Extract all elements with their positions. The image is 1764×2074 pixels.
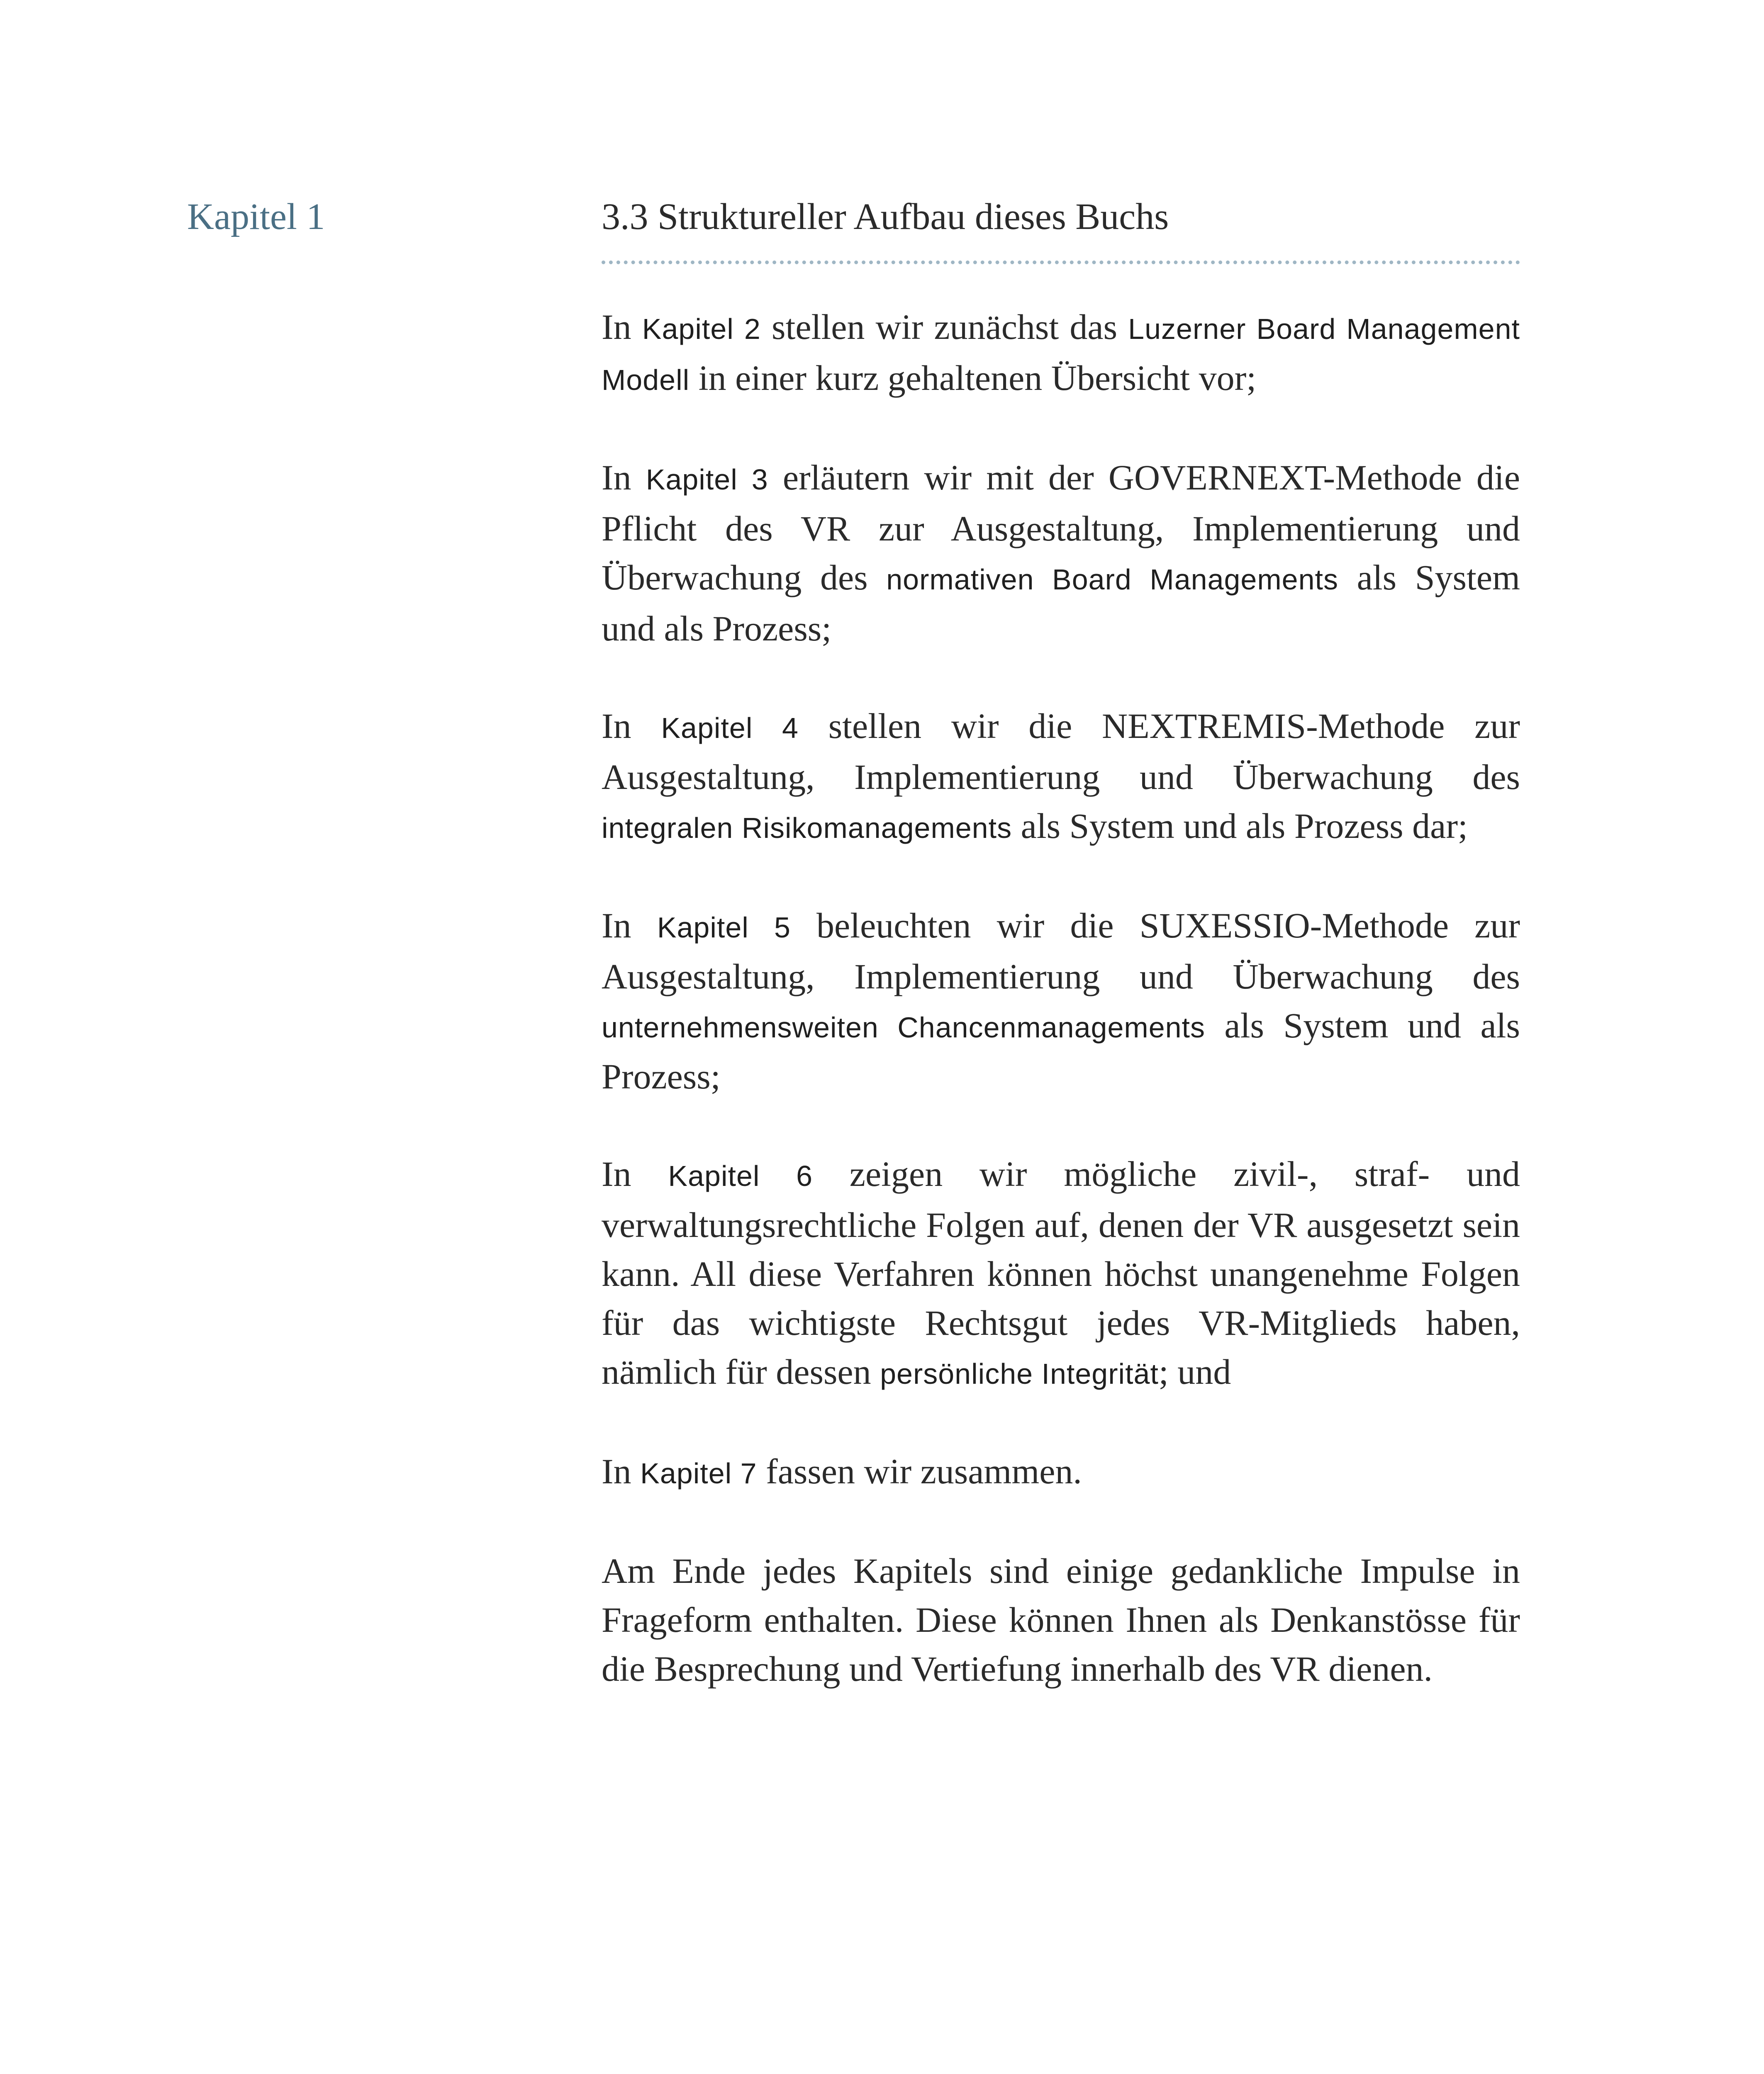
paragraph-kapitel-5 — [602, 901, 1520, 1101]
section-title: 3.3 Struktureller Aufbau dieses Buchs — [602, 196, 1169, 237]
paragraph-text: In — [602, 1154, 668, 1194]
paragraph-text: In — [602, 307, 642, 347]
paragraph-text: als System und als Prozess dar; — [1012, 806, 1468, 846]
key-term: integralen Risikomanagements — [602, 812, 1012, 844]
paragraph-text: erläutern wir mit der GOVERNEXT-Methode die Pflicht des VR zur Ausgestaltung, Implementierung und Überwachung des — [602, 458, 1520, 597]
key-term: unternehmensweiten Chancenmanagements — [602, 1011, 1206, 1044]
paragraph-kapitel-3 — [602, 453, 1520, 653]
paragraph-kapitel-7 — [602, 1447, 1520, 1498]
key-term: normativen Board Managements — [886, 563, 1338, 596]
paragraph-text: fassen wir zusammen. — [757, 1451, 1082, 1491]
paragraph-text: ; und — [1158, 1352, 1231, 1392]
main-content — [602, 198, 1520, 1693]
chapter-reference: Kapitel 7 — [640, 1457, 757, 1490]
paragraph-closing — [602, 1546, 1520, 1693]
chapter-reference: Kapitel 4 — [661, 712, 799, 744]
paragraph-text: beleuchten wir die SUXESSIO-Methode zur Ausgestaltung, Implementierung und Überwachung des — [602, 906, 1520, 996]
paragraph-text: als System und als Prozess; — [602, 1005, 1520, 1096]
chapter-reference: Kapitel 6 — [668, 1160, 813, 1192]
chapter-reference: Kapitel 2 — [642, 313, 761, 345]
paragraph-text: stellen wir zunächst das — [760, 307, 1128, 347]
paragraph-kapitel-4 — [602, 701, 1520, 852]
paragraph-kapitel-6 — [602, 1149, 1520, 1398]
chapter-reference: Kapitel 5 — [657, 911, 791, 944]
chapter-reference: Kapitel 3 — [646, 463, 768, 496]
paragraph-text: zeigen wir mögliche zivil-, straf- und verwaltungsrechtliche Folgen auf, denen der VR ausgesetzt sein kann. All diese Verfahren können höchst unangenehme Folgen für das wichtigste Rechtsgut jedes VR-Mitglieds haben, nämlich für dessen — [602, 1154, 1520, 1392]
paragraph-kapitel-2 — [602, 302, 1520, 404]
paragraph-text: In — [602, 906, 657, 945]
paragraph-text: Am Ende jedes Kapitels sind einige gedankliche Impulse in Frageform enthalten. Diese können Ihnen als Denkanstösse für die Besprechung und Vertiefung innerhalb des VR dienen. — [602, 1551, 1520, 1689]
paragraph-text: in einer kurz gehaltenen Übersicht vor; — [690, 358, 1257, 398]
key-term: persönliche Integrität — [880, 1358, 1159, 1390]
paragraph-text: In — [602, 458, 646, 497]
paragraph-text: stellen wir die NEXTREMIS-Methode zur Ausgestaltung, Implementierung und Überwachung des — [602, 706, 1520, 797]
paragraph-text: In — [602, 1451, 641, 1491]
chapter-label: Kapitel 1 — [187, 196, 325, 237]
paragraph-text: In — [602, 706, 661, 746]
key-term: Luzerner Board Management Modell — [602, 313, 1520, 396]
paragraph-text: als System und als Prozess; — [602, 557, 1520, 648]
dotted-divider — [602, 260, 1520, 264]
